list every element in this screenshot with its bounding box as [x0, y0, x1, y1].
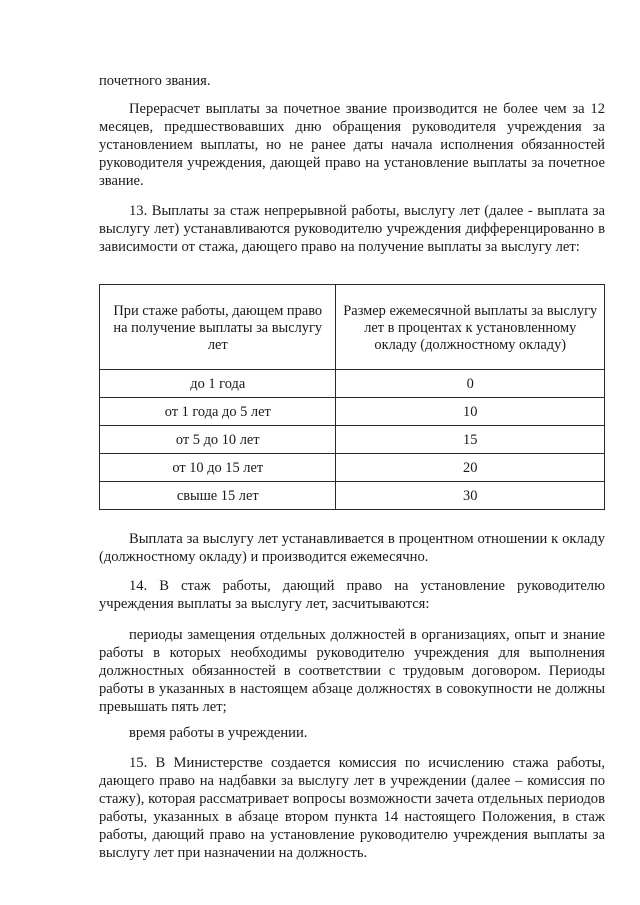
table-cell-period: от 1 года до 5 лет	[100, 398, 336, 426]
paragraph-position-periods: периоды замещения отдельных должностей в организациях, опыт и знание работы в которых необходимы руководителю учреждения для выполнения должностных обязанностей в соответствии с трудовым договором. Периоды работы в указанных в настоящем абзаце должностях в совокупности не должны превышать пять лет;	[99, 627, 605, 715]
paragraph-work-time: время работы в учреждении.	[129, 725, 308, 741]
table-row	[100, 398, 605, 426]
paragraph-payment-monthly: Выплата за выслугу лет устанавливается в процентном отношении к окладу (должностному окладу) и производится ежемесячно.	[99, 531, 605, 565]
table-cell-percent: 10	[336, 398, 605, 426]
seniority-payment-table	[99, 284, 605, 510]
paragraph-honorary-title-end: почетного звания.	[99, 73, 211, 89]
paragraph-15-commission: 15. В Министерстве создается комиссия по исчислению стажа работы, дающего право на надбавки за выслугу лет в учреждении (далее – комиссия по стажу), которая рассматривает вопросы возможности зачета отдельных периодов работы, указанных в абзаце втором пункта 14 настоящего Положения, в стаж работы, дающий право на установление руководителю учреждения выплаты за выслугу лет при назначении на должность.	[99, 755, 605, 861]
table-cell-period: свыше 15 лет	[100, 482, 336, 510]
table-cell-period: от 5 до 10 лет	[100, 426, 336, 454]
table-row	[100, 426, 605, 454]
table-cell-period: до 1 года	[100, 370, 336, 398]
table-cell-percent: 30	[336, 482, 605, 510]
table-header-seniority: При стаже работы, дающем право на получение выплаты за выслугу лет	[100, 285, 336, 370]
table-row	[100, 370, 605, 398]
table-row	[100, 454, 605, 482]
table-cell-percent: 20	[336, 454, 605, 482]
table-header-row	[100, 285, 605, 370]
table-cell-period: от 10 до 15 лет	[100, 454, 336, 482]
table-cell-percent: 0	[336, 370, 605, 398]
paragraph-14-work-experience: 14. В стаж работы, дающий право на установление руководителю учреждения выплаты за выслугу лет, засчитываются:	[99, 578, 605, 612]
table-row	[100, 482, 605, 510]
table-cell-percent: 15	[336, 426, 605, 454]
paragraph-recalculation: Перерасчет выплаты за почетное звание производится не более чем за 12 месяцев, предшествовавших дню обращения руководителя учреждения за установлением выплаты, но не ранее даты начала исполнения обязанностей руководителя учреждения, дающей право на установление выплаты за почетное звание.	[99, 101, 605, 189]
table-header-payment-size: Размер ежемесячной выплаты за выслугу лет в процентах к установленному окладу (должностному окладу)	[336, 285, 605, 370]
paragraph-13-seniority: 13. Выплаты за стаж непрерывной работы, выслугу лет (далее - выплата за выслугу лет) устанавливаются руководителю учреждения дифференцированно в зависимости от стажа, дающего право на получение выплаты за выслугу лет:	[99, 203, 605, 255]
